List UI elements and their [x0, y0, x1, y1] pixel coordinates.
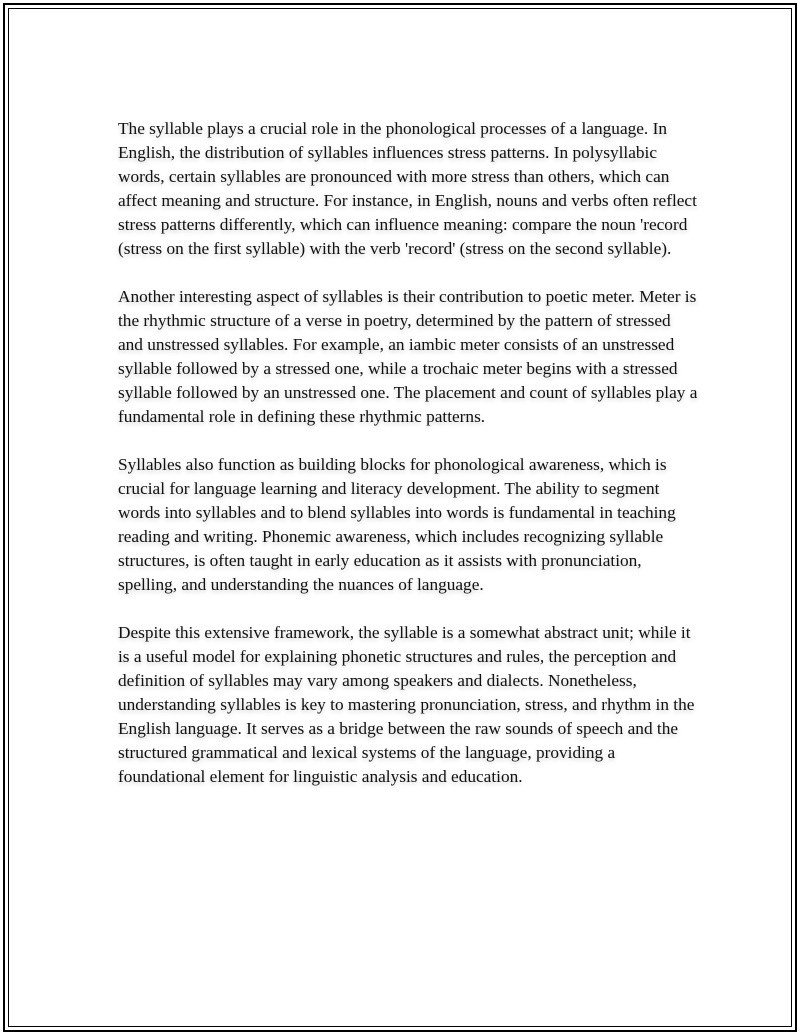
paragraph-1: The syllable plays a crucial role in the phonological processes of a language. In English, the distribution of syllables influences stress patterns. In polysyllabic words, certain syllables are pronounced with more stress than others, which can affect meaning and structure. For instance, in English, nouns and verbs often reflect stress patterns differently, which can influence meaning: compare the noun 'record (stress on the first syllable) with the verb 'record' (stress on the second syllable). — [118, 119, 697, 258]
paragraph-4: Despite this extensive framework, the syllable is a somewhat abstract unit; while it is a useful model for explaining phonetic structures and rules, the perception and definition of syllables may vary among speakers and dialects. Nonetheless, understanding syllables is key to mastering pronunciation, stress, and rhythm in the English language. It serves as a bridge between the raw sounds of speech and the structured grammatical and lexical systems of the language, providing a foundational element for linguistic analysis and education. — [118, 623, 695, 786]
document-body — [118, 117, 698, 813]
paragraph-2: Another interesting aspect of syllables is their contribution to poetic meter. Meter is the rhythmic structure of a verse in poetry, determined by the pattern of stressed and unstressed syllables. For example, an iambic meter consists of an unstressed syllable followed by a stressed one, while a trochaic meter begins with a stressed syllable followed by an unstressed one. The placement and count of syllables play a fundamental role in defining these rhythmic patterns. — [118, 287, 698, 426]
paragraph-3: Syllables also function as building blocks for phonological awareness, which is crucial for language learning and literacy development. The ability to segment words into syllables and to blend syllables into words is fundamental in teaching reading and writing. Phonemic awareness, which includes recognizing syllable structures, is often taught in early education as it assists with pronunciation, spelling, and understanding the nuances of language. — [118, 455, 676, 594]
